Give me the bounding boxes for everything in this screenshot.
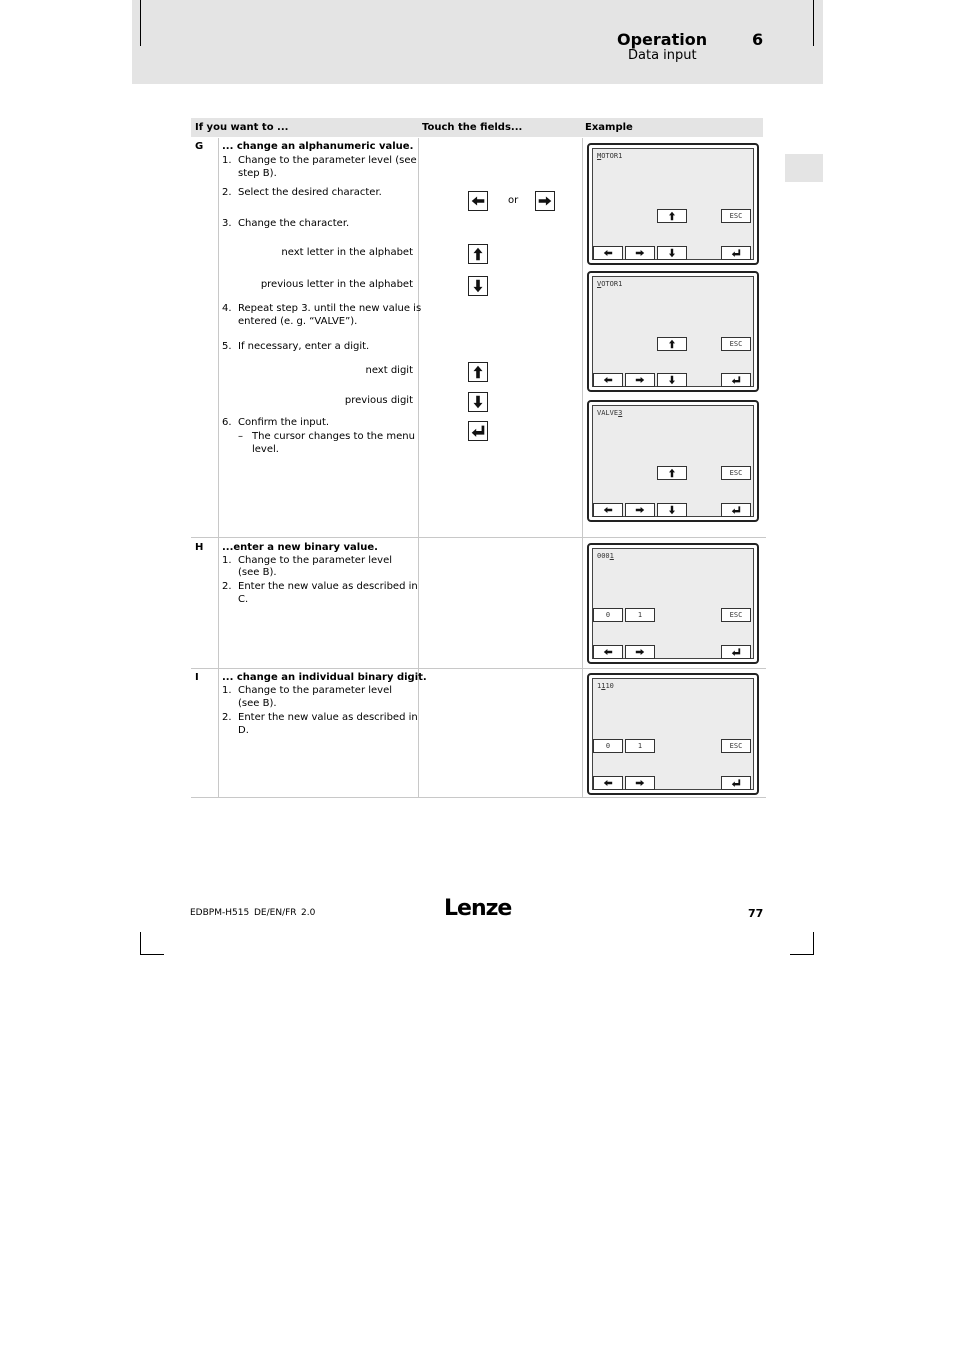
- step-text: C.: [238, 594, 249, 605]
- arrow-down-softkey: [657, 246, 687, 260]
- crop-mark: [813, 0, 814, 46]
- step-text: (see B).: [238, 567, 277, 578]
- arrow-left-softkey: [593, 246, 623, 260]
- column-header: Example: [585, 122, 633, 133]
- enter-softkey: [721, 373, 751, 387]
- step-text: entered (e. g. “VALVE”).: [238, 316, 358, 327]
- arrow-left-softkey: [593, 776, 623, 790]
- lenze-logo: Lenze: [444, 896, 512, 921]
- step-number: 6.: [222, 417, 232, 428]
- step-text: Enter the new value as described in: [238, 581, 418, 592]
- step-number: 1.: [222, 155, 232, 166]
- step-number: 2.: [222, 712, 232, 723]
- step-number: 4.: [222, 303, 232, 314]
- enter-softkey: [721, 246, 751, 260]
- page-number: 77: [748, 907, 764, 920]
- step-number: 1.: [222, 685, 232, 696]
- arrow-up-icon: [468, 362, 488, 382]
- step-text: step B).: [238, 168, 277, 179]
- arrow-left-softkey: [593, 503, 623, 517]
- side-tab: [785, 154, 823, 182]
- crop-mark: [140, 0, 141, 46]
- grid-line: [418, 138, 419, 798]
- lcd-cursor: 1: [601, 682, 606, 690]
- column-header: Touch the fields...: [422, 122, 523, 133]
- note-dash: –: [238, 431, 243, 442]
- enter-icon: [468, 421, 488, 441]
- lcd-cursor: 1: [609, 552, 614, 560]
- step-text: D.: [238, 725, 249, 736]
- step-text: Enter the new value as described in: [238, 712, 418, 723]
- lcd-value: VOTOR1: [597, 280, 623, 288]
- arrow-right-icon: [535, 191, 555, 211]
- crop-mark: [790, 954, 814, 955]
- screen-display: [592, 405, 754, 517]
- crop-mark: [140, 954, 164, 955]
- doc-id: EDBPM-H515: [190, 908, 250, 918]
- arrow-up-softkey: [657, 337, 687, 351]
- row-title: ...enter a new binary value.: [222, 542, 378, 553]
- zero-softkey: 0: [593, 739, 623, 753]
- lcd-cursor: M: [597, 152, 602, 160]
- example-screen: [587, 543, 759, 664]
- note-text: The cursor changes to the menu: [252, 431, 415, 442]
- zero-softkey: 0: [593, 608, 623, 622]
- arrow-down-icon: [468, 392, 488, 412]
- arrow-right-softkey: [625, 246, 655, 260]
- grid-line: [582, 138, 583, 798]
- enter-softkey: [721, 776, 751, 790]
- example-screen: [587, 143, 759, 265]
- one-softkey: 1: [625, 608, 655, 622]
- sub-label: previous digit: [344, 395, 413, 406]
- example-screen: [587, 400, 759, 522]
- lcd-cursor: V: [597, 280, 602, 288]
- arrow-up-softkey: [657, 209, 687, 223]
- arrow-down-softkey: [657, 503, 687, 517]
- arrow-right-softkey: [625, 373, 655, 387]
- row-title: ... change an alphanumeric value.: [222, 141, 414, 152]
- arrow-right-softkey: [625, 503, 655, 517]
- step-number: 2.: [222, 187, 232, 198]
- lcd-value: MOTOR1: [597, 152, 623, 160]
- esc-softkey: ESC: [721, 608, 751, 622]
- lcd-value: 1110: [597, 682, 614, 690]
- sub-label: previous letter in the alphabet: [260, 279, 413, 290]
- esc-softkey: ESC: [721, 209, 751, 223]
- enter-softkey: [721, 645, 751, 659]
- grid-line: [191, 537, 766, 538]
- arrow-left-softkey: [593, 645, 623, 659]
- arrow-right-softkey: [625, 776, 655, 790]
- arrow-up-icon: [468, 244, 488, 264]
- arrow-down-softkey: [657, 373, 687, 387]
- step-number: 1.: [222, 555, 232, 566]
- crop-mark: [813, 932, 814, 954]
- section-title: Data input: [628, 48, 697, 63]
- row-id: H: [195, 542, 204, 553]
- row-title: ... change an individual binary digit.: [222, 672, 427, 683]
- step-number: 5.: [222, 341, 232, 352]
- step-text: Change to the parameter level (see: [238, 155, 417, 166]
- sub-label: next letter in the alphabet: [281, 247, 413, 258]
- chapter-title: Operation: [617, 30, 708, 49]
- step-text: Select the desired character.: [238, 187, 382, 198]
- chapter-number: 6: [752, 30, 764, 49]
- example-screen: [587, 673, 759, 795]
- arrow-down-icon: [468, 276, 488, 296]
- esc-softkey: ESC: [721, 337, 751, 351]
- step-text: Change to the parameter level: [238, 555, 393, 566]
- lcd-value: VALVE3: [597, 409, 623, 417]
- step-text: If necessary, enter a digit.: [238, 341, 370, 352]
- doc-version: 2.0: [301, 908, 316, 918]
- note-text: level.: [252, 444, 279, 455]
- sub-label: next digit: [365, 365, 413, 376]
- enter-softkey: [721, 503, 751, 517]
- grid-line: [218, 138, 219, 798]
- screen-display: [592, 678, 754, 790]
- step-text: (see B).: [238, 698, 277, 709]
- grid-line: [191, 668, 766, 669]
- arrow-right-softkey: [625, 645, 655, 659]
- screen-display: [592, 548, 754, 659]
- screen-display: [592, 148, 754, 260]
- row-id: I: [195, 672, 199, 683]
- screen-display: [592, 276, 754, 387]
- arrow-left-softkey: [593, 373, 623, 387]
- esc-softkey: ESC: [721, 739, 751, 753]
- one-softkey: 1: [625, 739, 655, 753]
- esc-softkey: ESC: [721, 466, 751, 480]
- step-text: Change the character.: [238, 218, 350, 229]
- lcd-cursor: 3: [618, 409, 623, 417]
- lcd-value: 0001: [597, 552, 614, 560]
- arrow-up-softkey: [657, 466, 687, 480]
- step-text: Confirm the input.: [238, 417, 330, 428]
- column-header: If you want to ...: [195, 122, 289, 133]
- doc-languages: DE/EN/FR: [254, 908, 297, 918]
- step-number: 3.: [222, 218, 232, 229]
- step-text: Change to the parameter level: [238, 685, 393, 696]
- grid-line: [191, 797, 766, 798]
- example-screen: [587, 271, 759, 392]
- or-label: or: [508, 195, 519, 206]
- step-number: 2.: [222, 581, 232, 592]
- step-text: Repeat step 3. until the new value is: [238, 303, 422, 314]
- header-band: [132, 0, 823, 84]
- arrow-left-icon: [468, 191, 488, 211]
- row-id: G: [195, 141, 204, 152]
- crop-mark: [140, 932, 141, 954]
